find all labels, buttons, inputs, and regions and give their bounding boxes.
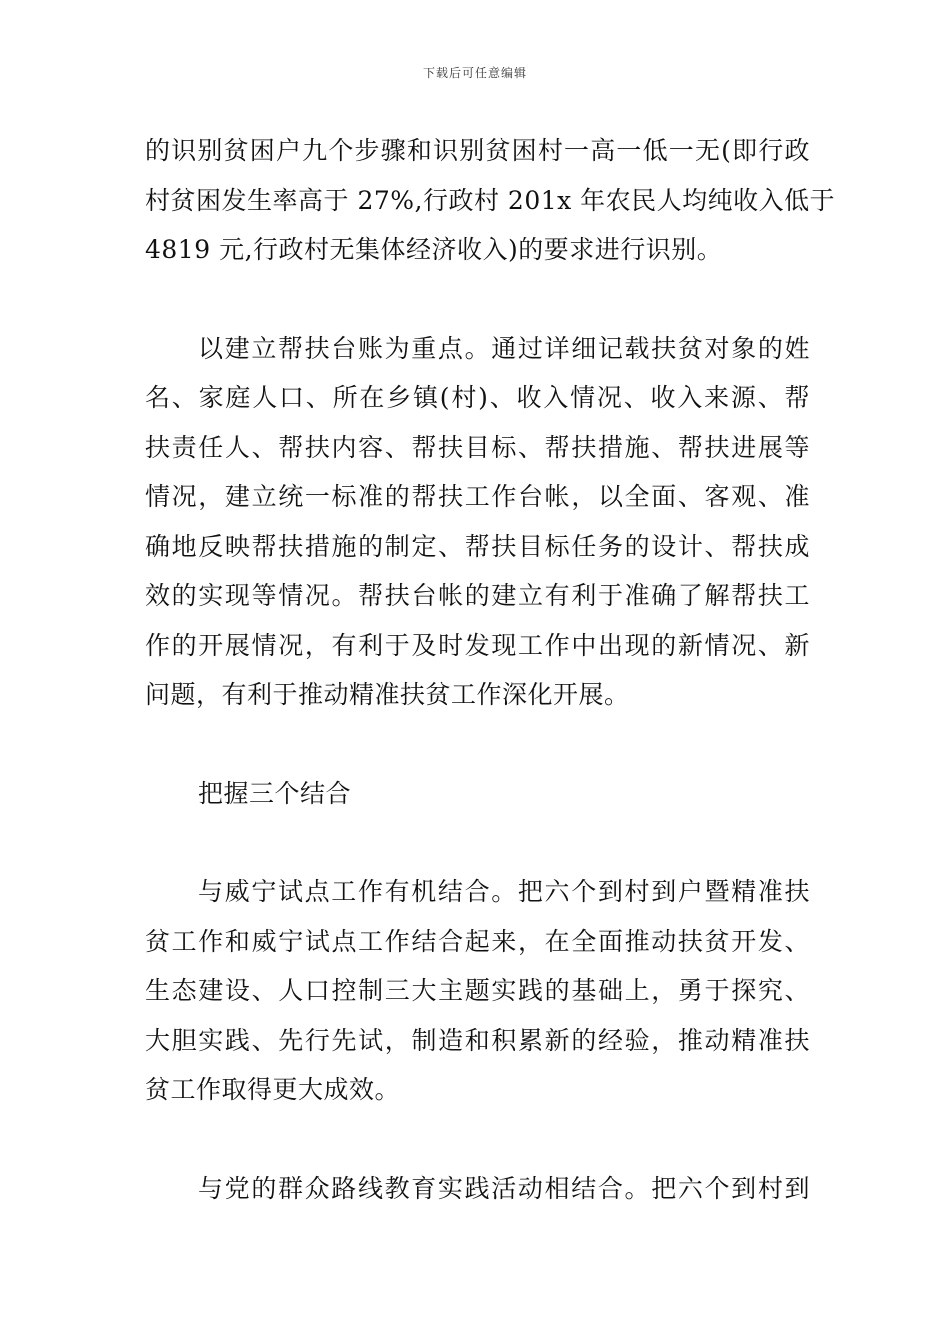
text-line: 作的开展情况，有利于及时发现工作中出现的新情况、新: [145, 630, 810, 660]
section-heading: [145, 769, 810, 819]
text-line: 确地反映帮扶措施的制定、帮扶目标任务的设计、帮扶成: [145, 531, 810, 561]
text-line: 生态建设、人口控制三大主题实践的基础上，勇于探究、: [145, 976, 810, 1005]
paragraph-4: [145, 867, 810, 1115]
text-line: 大胆实践、先行先试，制造和积累新的经验，推动精准扶: [145, 1025, 810, 1055]
paragraph-5: [145, 1164, 810, 1214]
text-line: 问题，有利于推动精准扶贫工作深化开展。: [145, 680, 630, 709]
text-line: 以建立帮扶台账为重点。通过详细记载扶贫对象的姓: [198, 333, 810, 363]
text-line: 与威宁试点工作有机结合。把六个到村到户暨精准扶: [198, 877, 810, 906]
paragraph-2: [145, 324, 810, 720]
text-line: 村贫困发生率高于 27%,行政村 201x 年农民人均纯收入低于: [145, 185, 836, 215]
text-line: 的识别贫困户九个步骤和识别贫困村一高一低一无(即行政: [145, 136, 810, 165]
text-line: 情况，建立统一标准的帮扶工作台帐，以全面、客观、准: [145, 482, 810, 511]
text-line: 与党的群众路线教育实践活动相结合。把六个到村到: [198, 1173, 810, 1203]
text-line: 4819 元,行政村无集体经济收入)的要求进行识别。: [145, 235, 723, 264]
text-line: 贫工作取得更大成效。: [145, 1075, 401, 1104]
document-body: [145, 126, 836, 1213]
text-line: 贫工作和威宁试点工作结合起来，在全面推动扶贫开发、: [145, 926, 810, 956]
text-line: 效的实现等情况。帮扶台帐的建立有利于准确了解帮扶工: [145, 581, 810, 610]
text-line: 把握三个结合: [198, 778, 352, 808]
text-line: 名、家庭人口、所在乡镇(村)、收入情况、收入来源、帮: [145, 383, 810, 412]
paragraph-1: [145, 126, 836, 275]
text-line: 扶责任人、帮扶内容、帮扶目标、帮扶措施、帮扶进展等: [145, 432, 810, 462]
page-header-note: 下载后可任意编辑: [422, 66, 527, 80]
